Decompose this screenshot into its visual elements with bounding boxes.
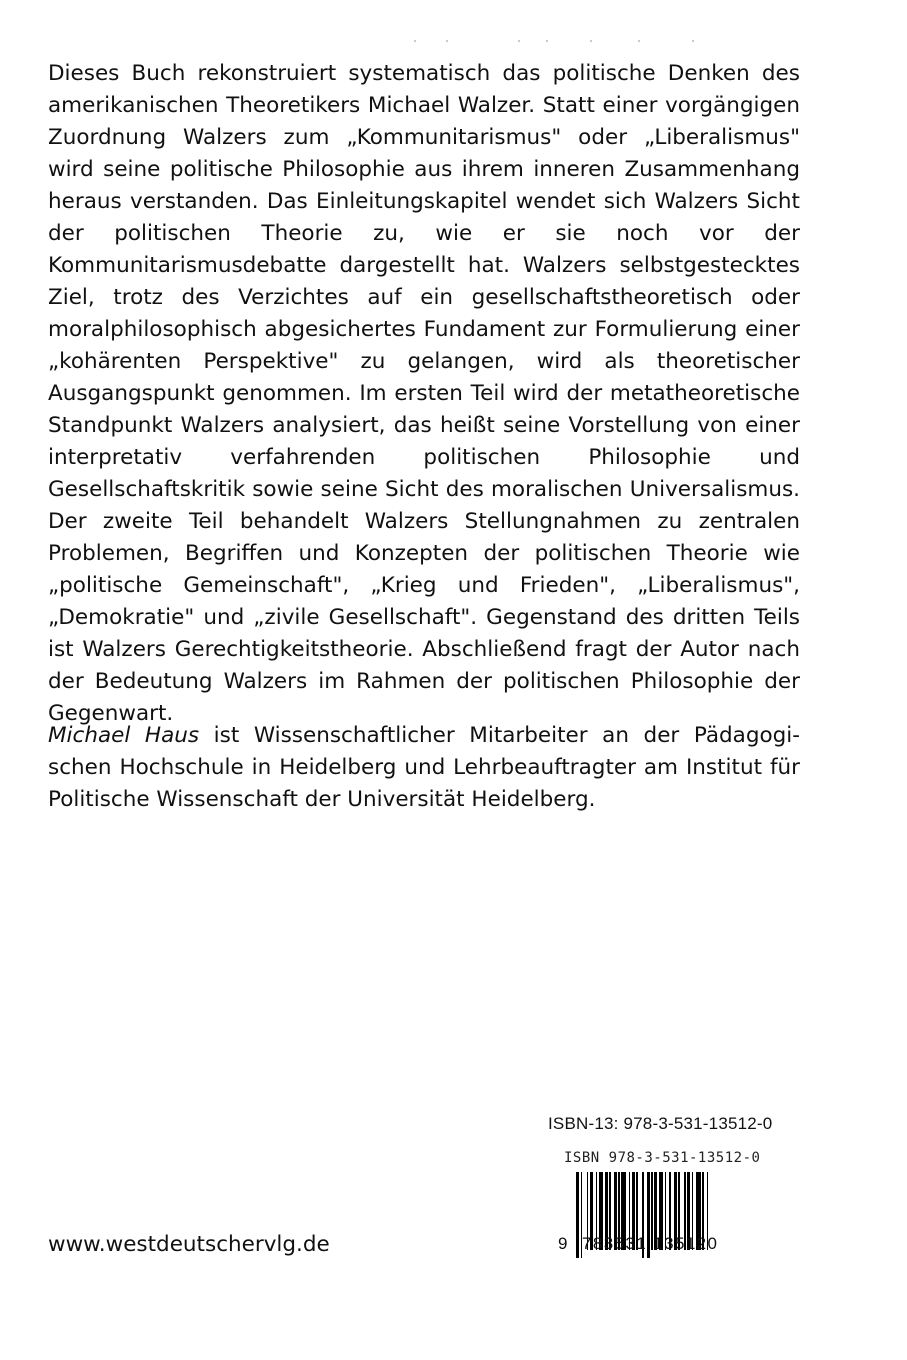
book-description: Dieses Buch rekonstruiert systematisch das politische Denken des amerikanischen Theoretikers Michael Walzer. Statt einer vorgängigen Zuordnung Walzers zum „Kommunitarismus" oder „Liberalismus" wird seine politische Philosophie aus ihrem inneren Zusammenhang heraus verstanden. Das Einleitungskapitel wendet sich Walzers Sicht der politischen Theorie zu, wie er sie noch vor der Kommunitarismusdebatte dargestellt hat. Walzers selbstgestecktes Ziel, trotz des Verzichtes auf ein gesellschaftstheoretisch oder moralphilosophisch abgesichertes Fundament zur Formulierung einer „kohärenten Perspektive" zu gelangen, wird als theoretischer Ausgangspunkt genommen. Im ersten Teil wird der metatheoretische Standpunkt Walzers analysiert, das heißt seine Vorstellung von einer interpretativ verfahrenden politischen Philosophie und Gesellschaftskritik sowie seine Sicht des moralischen Universalismus. Der zweite Teil behandelt Walzers Stellungnahmen zu zentralen Problemen, Begriffen und Konzepten der politischen Theorie wie „politische Gemeinschaft", „Krieg und Frieden", „Liberalismus", „Demokratie" und „zivile Gesellschaft". Gegenstand des dritten Teils ist Walzers Gerechtigkeitstheorie. Abschließend fragt der Autor nach der Bedeutung Walzers im Rahmen der politischen Philosophie der Gegenwart. (48, 61, 800, 726)
publisher-website: www.westdeutschervlg.de (48, 1232, 330, 1257)
scan-specks (400, 40, 720, 46)
author-name: Michael Haus (48, 723, 200, 748)
barcode-bar (576, 1172, 579, 1258)
barcode-first-digit: 9 (558, 1234, 568, 1253)
barcode-isbn-text: ISBN 978-3-531-13512-0 (564, 1150, 761, 1166)
isbn-barcode (558, 1150, 790, 1274)
author-bio (48, 720, 800, 816)
isbn-label: ISBN-13: 978-3-531-13512-0 (548, 1114, 773, 1133)
barcode-digits: 783531 135120 (582, 1234, 719, 1253)
author-bio-text: ist Wissenschaftlicher Mitarbeiter an der Pädagogischen Hochschule in Heidelberg und Lehrbeauftragter am Institut für Politische Wissenschaft der Universität Heidelberg. (48, 723, 801, 812)
